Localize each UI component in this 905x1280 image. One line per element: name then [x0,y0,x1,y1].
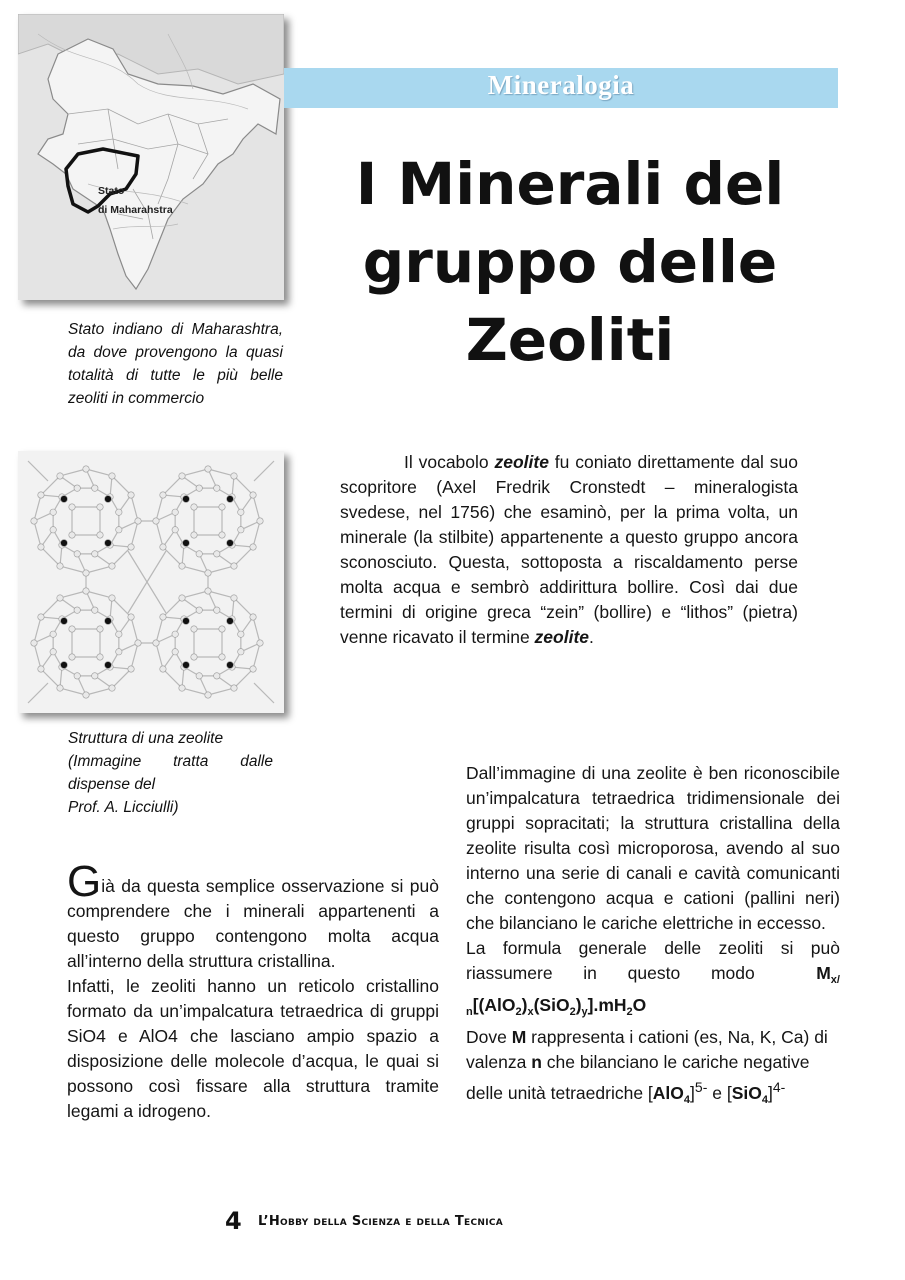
p3-symbol-m: M [511,1027,527,1047]
intro-text-3: . [589,627,594,647]
p3-text-c: che bilanciano le cariche negative delle unità tetraedriche [466,1052,810,1103]
zeolite-caption-line1: Struttura di una zeolite [68,730,224,747]
zeolite-caption-line3: dispense del [68,776,156,793]
zeolite-caption-line4: Prof. A. Licciulli) [68,799,179,816]
left-paragraph-1 [67,857,439,974]
right-paragraph-3: Dove M rappresenta i cationi (es, Na, K, Ca) di valenza n che bilanciano le cariche negative delle unità tetraedriche $[AlO_4]^{5-}$ e $[SiO_4]^{4-}$ [466,1027,828,1106]
drop-cap: G [67,857,102,906]
zeolite-formula: $M_{x/}$ $_n[(AlO_2)_x(SiO_2)_y].mH_2O$ [466,963,840,1018]
magazine-name: L’Hobby della Scienza e della Tecnica [258,1214,504,1229]
page-number: 4 [225,1207,242,1235]
formula-intro-text: La formula generale delle zeoliti si può riassumere in questo modo [466,938,840,983]
right-column [466,761,840,1113]
title-line-2: gruppo delle [362,228,778,296]
intro-term-zeolite: zeolite [494,452,549,472]
section-title: Mineralogia [487,70,635,100]
intro-text-2: fu coniato direttamente dal suo scopritore (Axel Fredrik Cronstedt – mineralogista svedese, nel 1756) che esaminò, per la prima volta, un minerale (la stilbite) appartenente a questo gruppo ancora sconosciuto. Questa, sottoposta a riscaldamento perse molta acqua e sembrò addirittura bollire. Così dai due termini di origine greca “zein” (bollire) e “lithos” (pietra) venne ricavato il termine [340,452,798,647]
p3-text-and: e [707,1083,727,1103]
p3-symbol-n: n [531,1052,542,1072]
alo4-formula: AlO$_4$ [652,1083,691,1106]
intro-paragraph [340,450,798,650]
map-figure [18,14,284,300]
title-line-3: Zeoliti [465,306,675,374]
page-title [330,145,810,379]
intro-text-1: Il vocabolo [404,452,495,472]
zeolite-caption [68,727,273,819]
p3-text-b: rappresenta i cationi (es, Na, K, Ca) di valenza [466,1027,828,1072]
left-paragraph-2: Infatti, le zeoliti hanno un reticolo cristallino formato da un’impalcatura tetraedrica di gruppi SiO4 e AlO4 che lasciano ampio spazio a disposizione delle molecole d’acqua, le quai si possono così fissare alla struttura tramite legami a idrogeno. [67,976,439,1121]
sio4-formula: SiO$_4$ [731,1083,768,1106]
right-paragraph-1: Dall’immagine di una zeolite è ben riconoscibile un’impalcatura tetraedrica tridimensionale dei gruppi sopracitati; la struttura cristallina della zeolite risulta così microporosa, avendo al suo interno una serie di canali e cavità comunicanti che contengono acqua e cationi (pallini neri) che bilanciano le cariche elettriche in eccesso. [466,763,840,933]
india-map [18,14,284,300]
title-line-1: I Minerali del [355,150,785,218]
zeolite-structure-figure [18,451,284,713]
right-paragraph-2 [466,936,840,1025]
zeolite-lattice [18,451,284,713]
left-text-1: ià da questa semplice osservazione si può comprendere che i minerali appartenenti a questo gruppo contengono molta acqua all’interno della struttura cristallina. [67,876,439,971]
left-column [67,857,439,1124]
zeolite-caption-line2: (Immagine tratta dalle [68,753,273,770]
p3-text-a: Dove [466,1027,512,1047]
map-caption: Stato indiano di Maharashtra, da dove provengono la quasi totalità di tutte le più belle zeoliti in commercio [68,321,283,407]
map-label-state: Stato [98,185,125,197]
map-label-name: di Maharahstra [98,204,173,216]
intro-term-zeolite-2: zeolite [534,627,590,647]
